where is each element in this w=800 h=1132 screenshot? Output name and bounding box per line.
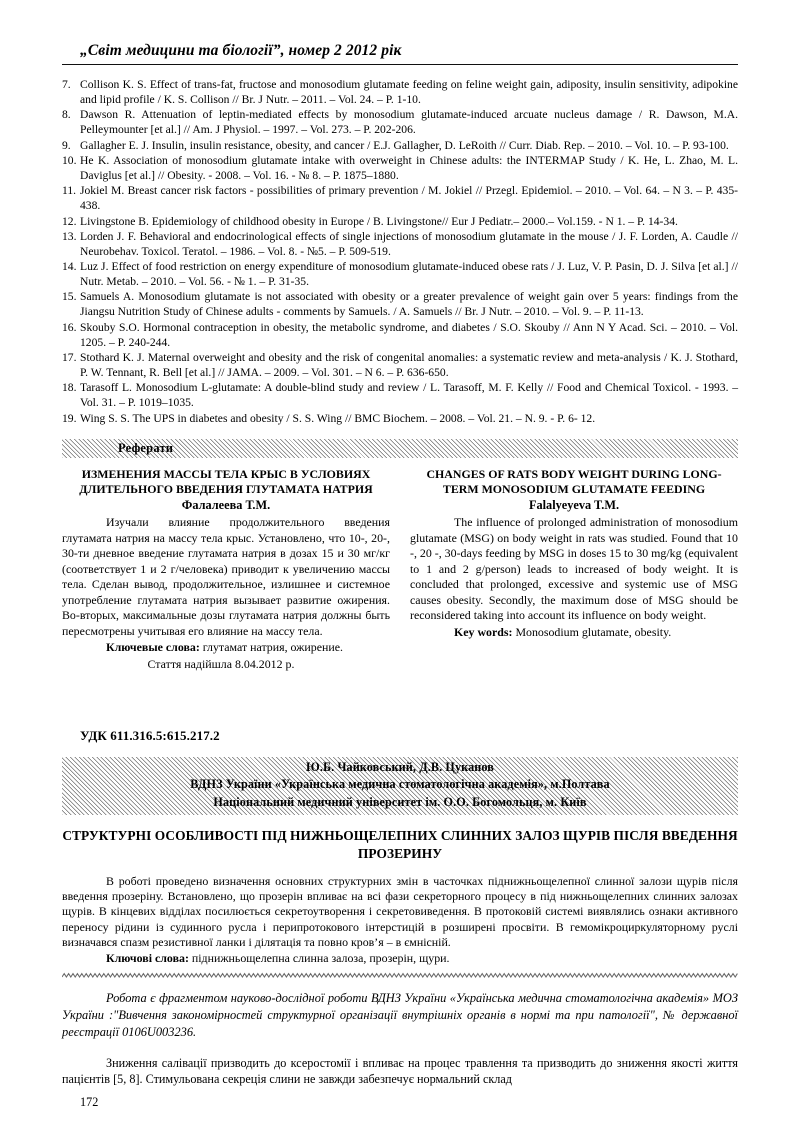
- abstracts-two-column: [62, 467, 738, 672]
- abstract-english: [410, 467, 738, 672]
- reference-number: 14.: [62, 260, 77, 274]
- reference-number: 16.: [62, 320, 77, 334]
- reference-text: Samuels A. Monosodium glutamate is not associated with obesity or a greater prevalence of weight gain over 5 years: findings from the Jiangsu Nutrition Study of Chinese adults - comments by Samuels. / A. Samuels // Br. J Nutr. – 2010. – Vol. 9. – P. 11-13.: [80, 290, 738, 319]
- reference-number: 9.: [62, 138, 71, 152]
- abstract-russian: [62, 467, 390, 672]
- abstract-ru-keywords-label: Ключевые слова:: [106, 640, 200, 655]
- article-keywords-value: піднижньощелепна слинна залоза, прозерін, щури.: [188, 950, 450, 965]
- abstract-en-keywords: [410, 625, 738, 640]
- reference-number: 18.: [62, 381, 77, 395]
- wavy-divider: [62, 972, 738, 979]
- reference-text: Tarasoff L. Monosodium L-glutamate: A double-blind study and review / L. Tarasoff, M. F. Kelly // Food and Chemical Toxicol. - 1993. – Vol. 31. – P. 1019–1035.: [80, 381, 738, 410]
- reference-item: [62, 78, 738, 108]
- reference-item: [62, 381, 738, 411]
- reference-number: 12.: [62, 214, 77, 228]
- reference-item: [62, 290, 738, 320]
- reference-text: Lorden J. F. Behavioral and endocrinological effects of single injections of monosodium glutamate in the mouse / J. F. Lorden, A. Caudle // Neurobehav. Toxicol. Teratol. – 1986. – Vol. 8. - №5. – P. 509-519.: [80, 229, 738, 258]
- running-head: „Світ медицини та біології”, номер 2 2012 рік: [80, 42, 402, 59]
- reference-text: Wing S. S. The UPS in diabetes and obesity / S. S. Wing // BMC Biochem. – 2008. – Vol. 21. – N. 9. - P. 6- 12.: [80, 411, 596, 425]
- reference-text: Dawson R. Attenuation of leptin-mediated effects by monosodium glutamate-induced arcuate nucleus damage / R. Dawson, M.A. Pelleymounter [et al.] // Am. J Physiol. – 1997. – Vol. 273. – P. 202-206.: [80, 108, 738, 137]
- abstract-en-keywords-label: Key words:: [454, 624, 513, 639]
- reference-text: Skouby S.O. Hormonal contraception in obesity, the metabolic syndrome, and diabetes / S.O. Skouby // Ann N Y Acad. Sci. – 2010. – Vol. 1205. – P. 240-244.: [80, 320, 738, 349]
- reference-number: 15.: [62, 290, 77, 304]
- reference-number: 19.: [62, 411, 77, 425]
- reference-text: Stothard K. J. Maternal overweight and obesity and the risk of congenital anomalies: a systematic review and meta-analysis / K. J. Stothard, P. W. Tennant, R. Bell [et al.] // JAMA. – 2009. – Vol. 301. – N 6. – P. 636-650.: [80, 351, 738, 379]
- article-body-text: Зниження салівації призводить до ксеростомії і впливає на процес травлення та призводить до зниження якості життя пацієнтів [5, 8]. Стимульована секреція слини не завжди забезпечує нормальний склад: [62, 1055, 738, 1086]
- article-authors-band: [62, 757, 738, 815]
- abstracts-section-band: [62, 439, 738, 458]
- abstract-en-keywords-value: Monosodium glutamate, obesity.: [512, 624, 672, 639]
- reference-number: 17.: [62, 351, 77, 365]
- reference-number: 7.: [62, 78, 71, 91]
- abstract-en-title: CHANGES OF RATS BODY WEIGHT DURING LONG-TERM MONOSODIUM GLUTAMATE FEEDING: [426, 467, 722, 497]
- reference-item: [62, 412, 738, 427]
- reference-item: [62, 321, 738, 351]
- reference-number: 8.: [62, 108, 71, 122]
- reference-text: Collison K. S. Effect of trans-fat, fructose and monosodium glutamate feeding on feline weight gain, adiposity, insulin sensitivity, adipokine and lipid profile / K. S. Collison // Br. J Nutr. – 2011. – Vol. 24. – P. 1-10.: [80, 78, 738, 106]
- abstract-ru-body: Изучали влияние продолжительного введения глутамата натрия на массу тела крыс. Установлено, что 10-, 20-, 30-ти дневное введение глутамата натрия в дозах 15 и 30 мг/кг (соответствует 1 и 2 г/человека) приводит к увеличению массы тела. Сделан вывод, продолжительное, излишнее и системное употребление глутамата натрия вызывает развитие ожирения. Во-вторых, максимальные дозы глутамата натрия должны быть пересмотрены учитывая его влияние на массу тела.: [62, 515, 390, 638]
- abstract-en-body: The influence of prolonged administration of monosodium glutamate (MSG) on body weight in rats was studied. Found that 10 -, 20 -, 30-days feeding by MSG in doses 15 to 30 mg/kg (equivalent to 1 and 2 g/person) leads to increased of body weight. It is concluded that prolonged, excessive and systemic use of MSG causes obesity. Secondly, the maximum dose of MSG should be reconsidered taking into account its influence on body weight.: [410, 515, 738, 623]
- funding-note: Робота є фрагментом науково-дослідної роботи ВДНЗ України «Українська медична стоматологічна академія» МОЗ України :"Вивчення закономірностей структурної організації внутрішніх органів в нормі та при патології", № державної реєстрації 0106U003236.: [62, 991, 738, 1039]
- reference-text: Gallagher E. J. Insulin, insulin resistance, obesity, and cancer / E.J. Gallagher, D. LeRoith // Curr. Diab. Rep. – 2010. – Vol. 10. – P. 93-100.: [80, 138, 729, 152]
- article-title: СТРУКТУРНІ ОСОБЛИВОСТІ ПІД НИЖНЬОЩЕЛЕПНИХ СЛИННИХ ЗАЛОЗ ЩУРІВ ПІСЛЯ ВВЕДЕННЯ ПРОЗЕРИНУ: [62, 828, 738, 861]
- reference-item: [62, 184, 738, 214]
- reference-item: [62, 215, 738, 230]
- page-number: 172: [80, 1095, 99, 1109]
- udc-code: УДК 611.316.5:615.217.2: [80, 728, 220, 744]
- abstract-ru-author: Фалалеева Т.М.: [181, 498, 271, 513]
- reference-item: [62, 154, 738, 184]
- reference-text: Luz J. Effect of food restriction on energy expenditure of monosodium glutamate-induced obese rats / J. Luz, V. P. Pasin, D. J. Silva [et al.] // Nutr. Metab. – 2010. – Vol. 56. - № 1. – P. 31-35.: [80, 260, 738, 289]
- reference-text: Livingstone B. Epidemiology of childhood obesity in Europe / B. Livingstone// Eur J Pediatr.– 2000.– Vol.159. - N 1. – P. 14-34.: [80, 214, 678, 228]
- abstract-ru-submitted-date: Стаття надійшла 8.04.2012 р.: [147, 656, 295, 671]
- article-abstract: В роботі проведено визначення основних структурних змін в часточках піднижньощелепної слинної залози щурів після введення прозеріну. Встановлено, що прозерін впливає на всі фази секреторного процесу в під нижньощелепних слинних залозах щурів. В кінцевих відділах посилюється секретоутворення і секретовиведення. В протоковій системі виявлялись ознаки активного переносу рідини із судинного русла і перипротокового інтерстицій в розширені просвіти. В гемомікроциркуляторному руслі визначався спазм резистивної ланки і ділятація та повно кров’я – в ємнісній.: [62, 873, 738, 950]
- reference-number: 10.: [62, 153, 77, 167]
- abstract-ru-title: ИЗМЕНЕНИЯ МАССЫ ТЕЛА КРЫС В УСЛОВИЯХ ДЛИТЕЛЬНОГО ВВЕДЕНИЯ ГЛУТАМАТА НАТРИЯ: [79, 467, 373, 497]
- abstract-ru-keywords-value: глутамат натрия, ожирение.: [199, 640, 343, 655]
- reference-number: 13.: [62, 229, 77, 243]
- reference-number: 11.: [62, 184, 77, 198]
- reference-item: [62, 230, 738, 260]
- header-rule: [62, 64, 738, 65]
- article-affiliation-2: Національний медичний університет ім. О.О. Богомольця, м. Київ: [213, 794, 587, 809]
- article-keywords-label: Ключові слова:: [106, 950, 189, 965]
- abstract-ru-keywords: [62, 640, 390, 655]
- abstracts-band-label: Реферати: [118, 441, 174, 456]
- article-affiliation-1: ВДНЗ України «Українська медична стоматологічна академія», м.Полтава: [190, 777, 610, 792]
- article-authors: Ю.Б. Чайковський, Д.В. Цуканов: [306, 760, 494, 775]
- reference-item: [62, 108, 738, 138]
- reference-item: [62, 260, 738, 290]
- article-keywords: [62, 951, 738, 966]
- reference-text: Jokiel M. Breast cancer risk factors - possibilities of primary prevention / M. Jokiel // Przegl. Epidemiol. – 2010. – Vol. 64. – N 3. – P. 435-438.: [80, 184, 738, 213]
- reference-item: [62, 351, 738, 381]
- abstract-en-author: Falalyeyeva T.M.: [528, 498, 620, 513]
- reference-list: [62, 78, 738, 426]
- reference-item: [62, 139, 738, 154]
- reference-text: He K. Association of monosodium glutamate intake with overweight in Chinese adults: the INTERMAP Study / K. He, L. Zhao, M. L. Daviglus [et al.] // Obesity. - 2008. – Vol. 16. - № 8. – P. 1875–1880.: [80, 153, 738, 182]
